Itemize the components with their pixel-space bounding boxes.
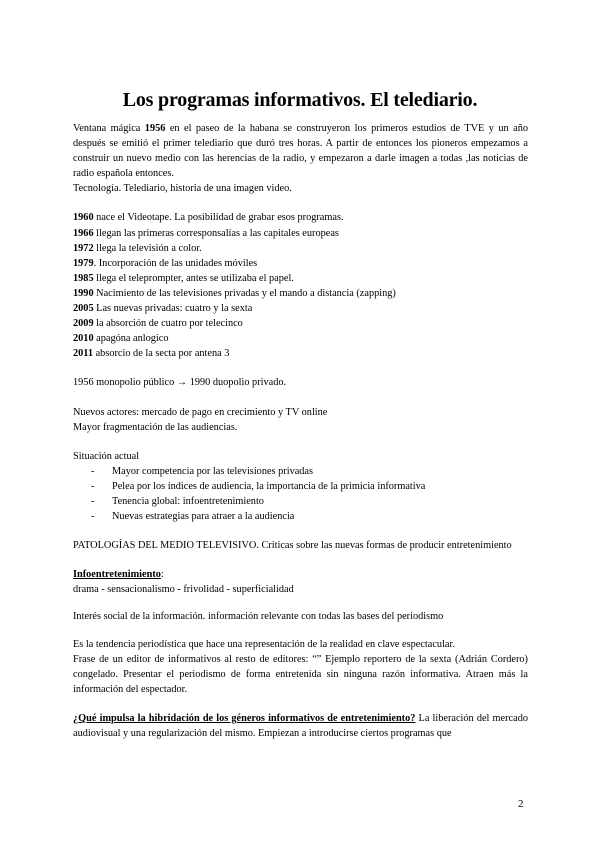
timeline-list bbox=[73, 210, 528, 361]
social-interest-line: Interés social de la información. información relevante con todas las bases del periodismo bbox=[73, 611, 444, 623]
timeline-text: la absorción de cuatro por telecinco bbox=[93, 318, 243, 330]
document-body bbox=[73, 121, 528, 741]
timeline-text: llegan las primeras corresponsalías a las capitales europeas bbox=[93, 227, 339, 239]
question-paragraph bbox=[73, 711, 528, 741]
intro-text-start: Ventana mágica bbox=[73, 123, 145, 134]
timeline-item bbox=[73, 346, 528, 361]
timeline-item bbox=[73, 226, 528, 241]
editor-quote-paragraph: Frase de un editor de informativos al resto de editores: “” Ejemplo reportero de la sexta (Adrián Cordero) congelado. Presentar el periodismo de forma entretenida sin ninguna razón informativa. Atraen más la información del espectador. bbox=[73, 653, 528, 695]
question-heading: ¿Qué impulsa la hibridación de los géneros informativos de entretenimiento? bbox=[73, 712, 416, 724]
timeline-item bbox=[73, 301, 528, 316]
infotainment-title: Infoentretenimiento bbox=[73, 569, 161, 581]
situation-item: - Nuevas estrategias para atraer a la audiencia bbox=[91, 509, 528, 524]
timeline-year: 2005 bbox=[73, 303, 94, 315]
question-text: La liberación del mercado audiovisual y una regularización del mismo. Empiezan a introducirse ciertos programas que bbox=[73, 712, 528, 739]
situation-heading: Situación actual bbox=[73, 450, 140, 462]
timeline-text: llega el teleprompter, antes se utilizaba el papel. bbox=[93, 272, 294, 284]
timeline-year: 1979 bbox=[73, 257, 94, 269]
timeline-text: Nacimiento de las televisiones privadas y el mando a distancia (zapping) bbox=[93, 287, 396, 299]
situation-item: - Mayor competencia por las televisiones privadas bbox=[91, 464, 528, 479]
timeline-year: 1966 bbox=[73, 227, 94, 239]
timeline-item bbox=[73, 331, 528, 346]
situation-item: - Tenencia global: infoentretenimiento bbox=[91, 494, 528, 509]
pathologies-paragraph: PATOLOGÍAS DEL MEDIO TELEVISIVO. Críticas sobre las nuevas formas de producir entretenimiento bbox=[73, 540, 512, 552]
situation-item: - Pelea por los índices de audiencia, la importancia de la primicia informativa bbox=[91, 479, 528, 494]
timeline-text: llega la televisión a color. bbox=[93, 242, 202, 254]
timeline-text: . Incorporación de las unidades móviles bbox=[93, 257, 258, 269]
tendency-line: Es la tendencia periodística que hace una representación de la realidad en clave espectacular. bbox=[73, 638, 455, 650]
intro-paragraph bbox=[73, 121, 528, 181]
intro-year: 1956 bbox=[144, 123, 166, 134]
timeline-item bbox=[73, 241, 528, 256]
intro-text-end: en el paseo de la habana se construyeron los primeros estudios de TVE y un año después se emitió el primer telediario que duró tres horas. A partir de entonces los pioneros empezamos a construir un nuevo medio con las herencias de la radio, y empezaron a darle imagen a todas ,las noticias de radio española entonces. bbox=[73, 123, 529, 180]
timeline-year: 2010 bbox=[73, 333, 94, 345]
timeline-year: 2009 bbox=[73, 318, 94, 330]
timeline-item bbox=[73, 256, 528, 271]
timeline-text: apagóna anlogico bbox=[93, 333, 169, 345]
timeline-text: Las nuevas privadas: cuatro y la sexta bbox=[93, 303, 253, 315]
timeline-item bbox=[73, 210, 528, 225]
page-title: Los programas informativos. El telediario. bbox=[122, 89, 478, 111]
timeline-text: absorcio de la secta por antena 3 bbox=[93, 348, 230, 360]
fragmentation-line: Mayor fragmentación de las audiencias. bbox=[73, 421, 238, 433]
infotainment-list: drama - sensacionalismo - frivolidad - superficialidad bbox=[73, 584, 294, 596]
timeline-item bbox=[73, 286, 528, 301]
page-number: 2 bbox=[518, 798, 524, 810]
timeline-item bbox=[73, 316, 528, 331]
technology-line: Tecnología. Telediario, historia de una imagen video. bbox=[73, 183, 292, 195]
situation-list bbox=[73, 464, 528, 524]
timeline-year: 1990 bbox=[73, 287, 94, 299]
timeline-year: 1960 bbox=[73, 212, 94, 224]
actors-line: Nuevos actores: mercado de pago en crecimiento y TV online bbox=[73, 406, 328, 418]
timeline-text: nace el Videotape. La posibilidad de grabar esos programas. bbox=[93, 212, 344, 224]
timeline-year: 1972 bbox=[73, 242, 94, 254]
infotainment-colon: : bbox=[160, 569, 164, 581]
timeline-year: 1985 bbox=[73, 272, 94, 284]
timeline-year: 2011 bbox=[73, 348, 94, 360]
timeline-item bbox=[73, 271, 528, 286]
monopoly-line: 1956 monopolio público → 1990 duopolio privado. bbox=[73, 377, 287, 389]
infotainment-heading bbox=[73, 567, 528, 582]
